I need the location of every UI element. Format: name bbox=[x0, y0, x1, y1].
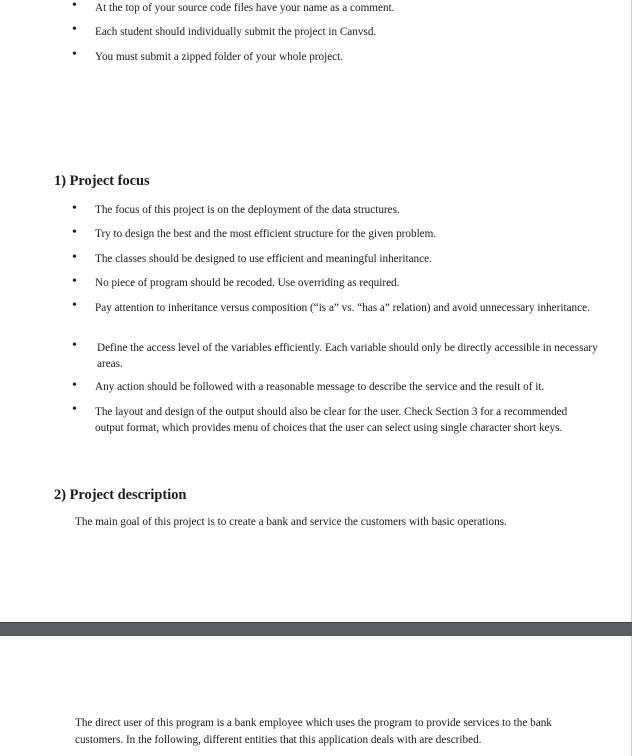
bullet-icon: • bbox=[72, 22, 77, 37]
list-item: The layout and design of the output should also be clear for the user. Check Section 3 for a recommended output format, which provides menu of choices that the user can select using single character short keys. bbox=[95, 406, 568, 434]
bullet-icon: • bbox=[72, 250, 77, 265]
list-item: Pay attention to inheritance versus composition (“is a” vs. “has a” relation) and avoid unnecessary inheritance. bbox=[95, 302, 590, 314]
page-separator bbox=[0, 622, 632, 637]
list-item: Each student should individually submit the project in Canvsd. bbox=[95, 26, 377, 38]
bullet-icon: • bbox=[72, 0, 77, 13]
bullet-icon: • bbox=[72, 274, 77, 289]
bullet-icon: • bbox=[72, 225, 77, 240]
list-item: The focus of this project is on the deployment of the data structures. bbox=[95, 204, 400, 216]
document-page-2 bbox=[0, 636, 632, 756]
bullet-icon: • bbox=[72, 47, 77, 62]
bullet-icon: • bbox=[72, 298, 77, 313]
bullet-icon: • bbox=[72, 378, 77, 393]
list-item: Try to design the best and the most efficient structure for the given problem. bbox=[95, 228, 437, 240]
list-item: Any action should be followed with a reasonable message to describe the service and the result of it. bbox=[95, 381, 545, 393]
bullet-icon: • bbox=[72, 402, 77, 417]
list-item: Define the access level of the variables efficiently. Each variable should only be directly accessible in necessary areas. bbox=[97, 342, 598, 370]
list-item: At the top of your source code files have your name as a comment. bbox=[95, 2, 395, 14]
bullet-icon: • bbox=[72, 338, 77, 353]
paragraph: The main goal of this project is to create a bank and service the customers with basic operations. bbox=[75, 516, 507, 528]
bullet-icon: • bbox=[72, 201, 77, 216]
list-item: The classes should be designed to use efficient and meaningful inheritance. bbox=[95, 253, 432, 265]
section-heading: 2) Project description bbox=[54, 487, 187, 503]
list-item: You must submit a zipped folder of your whole project. bbox=[95, 51, 344, 63]
paragraph: The direct user of this program is a bank employee which uses the program to provide services to the bank customers. In the following, different entities that this application deals with are described. bbox=[75, 717, 552, 746]
list-item: No piece of program should be recoded. Use overriding as required. bbox=[95, 277, 400, 289]
section-heading: 1) Project focus bbox=[54, 173, 150, 189]
